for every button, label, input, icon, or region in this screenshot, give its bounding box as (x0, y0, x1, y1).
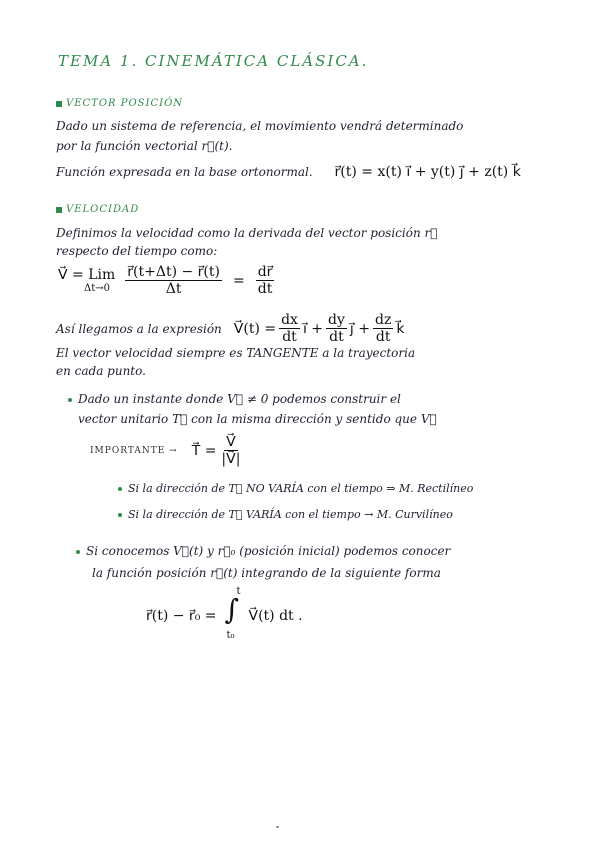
difference-quotient-num: r⃗(t+Δt) − r⃗(t) (127, 264, 220, 280)
equals-sign: = (232, 272, 245, 289)
j-unit-vector: j⃗ + (349, 320, 370, 337)
velocity-line-2: respecto del tiempo como: (56, 244, 218, 258)
dt-label: dt (375, 329, 391, 345)
section-heading-velocity-text: VELOCIDAD (66, 204, 140, 215)
integral-sign: ∫ (224, 593, 240, 626)
bullet-dot-icon (118, 487, 122, 491)
bullet-unit-vector-l1-text: Dado un instante donde V⃗ ≠ 0 podemos construir el (78, 392, 401, 406)
tangent-den: |V⃗| (221, 451, 241, 467)
i-unit-vector: i⃗ + (302, 320, 324, 337)
dt-label: dt (282, 329, 297, 345)
integral-lower: t₀ (226, 630, 235, 641)
dz-dt-fraction (373, 312, 393, 345)
curvilinear-rule (118, 508, 453, 521)
derivative-num: dr⃗ (257, 264, 273, 280)
limit-lhs: V⃗ = Lim (58, 267, 116, 283)
bullet-integration-l1-text: Si conocemos V⃗(t) y r⃗₀ (posición inicial) podemos conocer (86, 544, 451, 558)
velocity-components-line (56, 312, 404, 345)
tangent-lhs: T⃗ = (191, 442, 217, 459)
velocity-limit-equation (58, 264, 277, 297)
position-line-2: por la función vectorial r⃗(t). (56, 139, 233, 153)
bullet-dot-icon (76, 550, 80, 554)
position-function-formula: r⃗(t) = x(t) i⃗ + y(t) j⃗ + z(t) k⃗ (334, 164, 521, 180)
section-heading-velocity (56, 204, 139, 215)
components-lhs: V⃗(t) = (233, 320, 277, 337)
k-unit-vector: k⃗ (396, 320, 405, 337)
position-line-3 (56, 164, 521, 180)
dx-label: dx (281, 312, 298, 328)
difference-quotient-den: Δt (165, 281, 182, 297)
position-integral-equation (146, 586, 303, 642)
page-title: TEMA 1. CINEMÁTICA CLÁSICA. (58, 52, 369, 70)
derivative-den: dt (257, 281, 273, 297)
important-label: IMPORTANTE → (90, 445, 178, 456)
integral-block (223, 586, 249, 642)
integral-lhs: r⃗(t) − r⃗₀ = (146, 608, 217, 624)
dy-dt-fraction (326, 312, 347, 345)
integral-body: V⃗(t) dt . (248, 608, 303, 624)
section-heading-position-text: VECTOR POSICIÓN (66, 98, 184, 109)
unit-tangent-definition (90, 434, 245, 467)
rectilinear-rule-text: Si la dirección de T⃗ NO VARÍA con el tiempo ⇒ M. Rectilíneo (128, 482, 474, 495)
velocity-line-5: en cada punto. (56, 364, 146, 378)
velocity-line-4: El vector velocidad siempre es TANGENTE a la trayectoria (56, 346, 416, 360)
tangent-num: V⃗ (226, 434, 236, 450)
position-basis-text: Función expresada en la base ortonormal. (56, 165, 313, 179)
tangent-fraction (219, 434, 242, 467)
difference-quotient (125, 264, 222, 297)
dz-label: dz (374, 312, 392, 328)
position-line-1: Dado un sistema de referencia, el movimiento vendrá determinado (56, 119, 464, 133)
curvilinear-rule-text: Si la dirección de T⃗ VARÍA con el tiempo → M. Curvilíneo (128, 508, 453, 521)
velocity-line-1: Definimos la velocidad como la derivada del vector posición r⃗ (56, 226, 438, 240)
page-mark (276, 826, 279, 828)
dy-label: dy (328, 312, 345, 328)
bullet-dot-icon (68, 398, 72, 402)
bullet-dot-icon (118, 513, 122, 517)
section-heading-position (56, 98, 183, 109)
limit-subscript: Δt→0 (84, 283, 110, 294)
heading-bullet-icon (56, 207, 62, 213)
integral-upper: t (236, 586, 241, 597)
dx-dt-fraction (279, 312, 300, 345)
heading-bullet-icon (56, 101, 62, 107)
bullet-integration-l2: la función posición r⃗(t) integrando de la siguiente forma (92, 566, 441, 580)
bullet-unit-vector-l1 (68, 392, 401, 406)
components-intro-text: Así llegamos a la expresión (56, 321, 222, 336)
bullet-integration-l1 (76, 544, 450, 558)
derivative-fraction (256, 264, 275, 297)
bullet-unit-vector-l2: vector unitario T⃗ con la misma dirección y sentido que V⃗ (78, 412, 437, 426)
rectilinear-rule (118, 482, 473, 495)
dt-label: dt (329, 329, 344, 345)
